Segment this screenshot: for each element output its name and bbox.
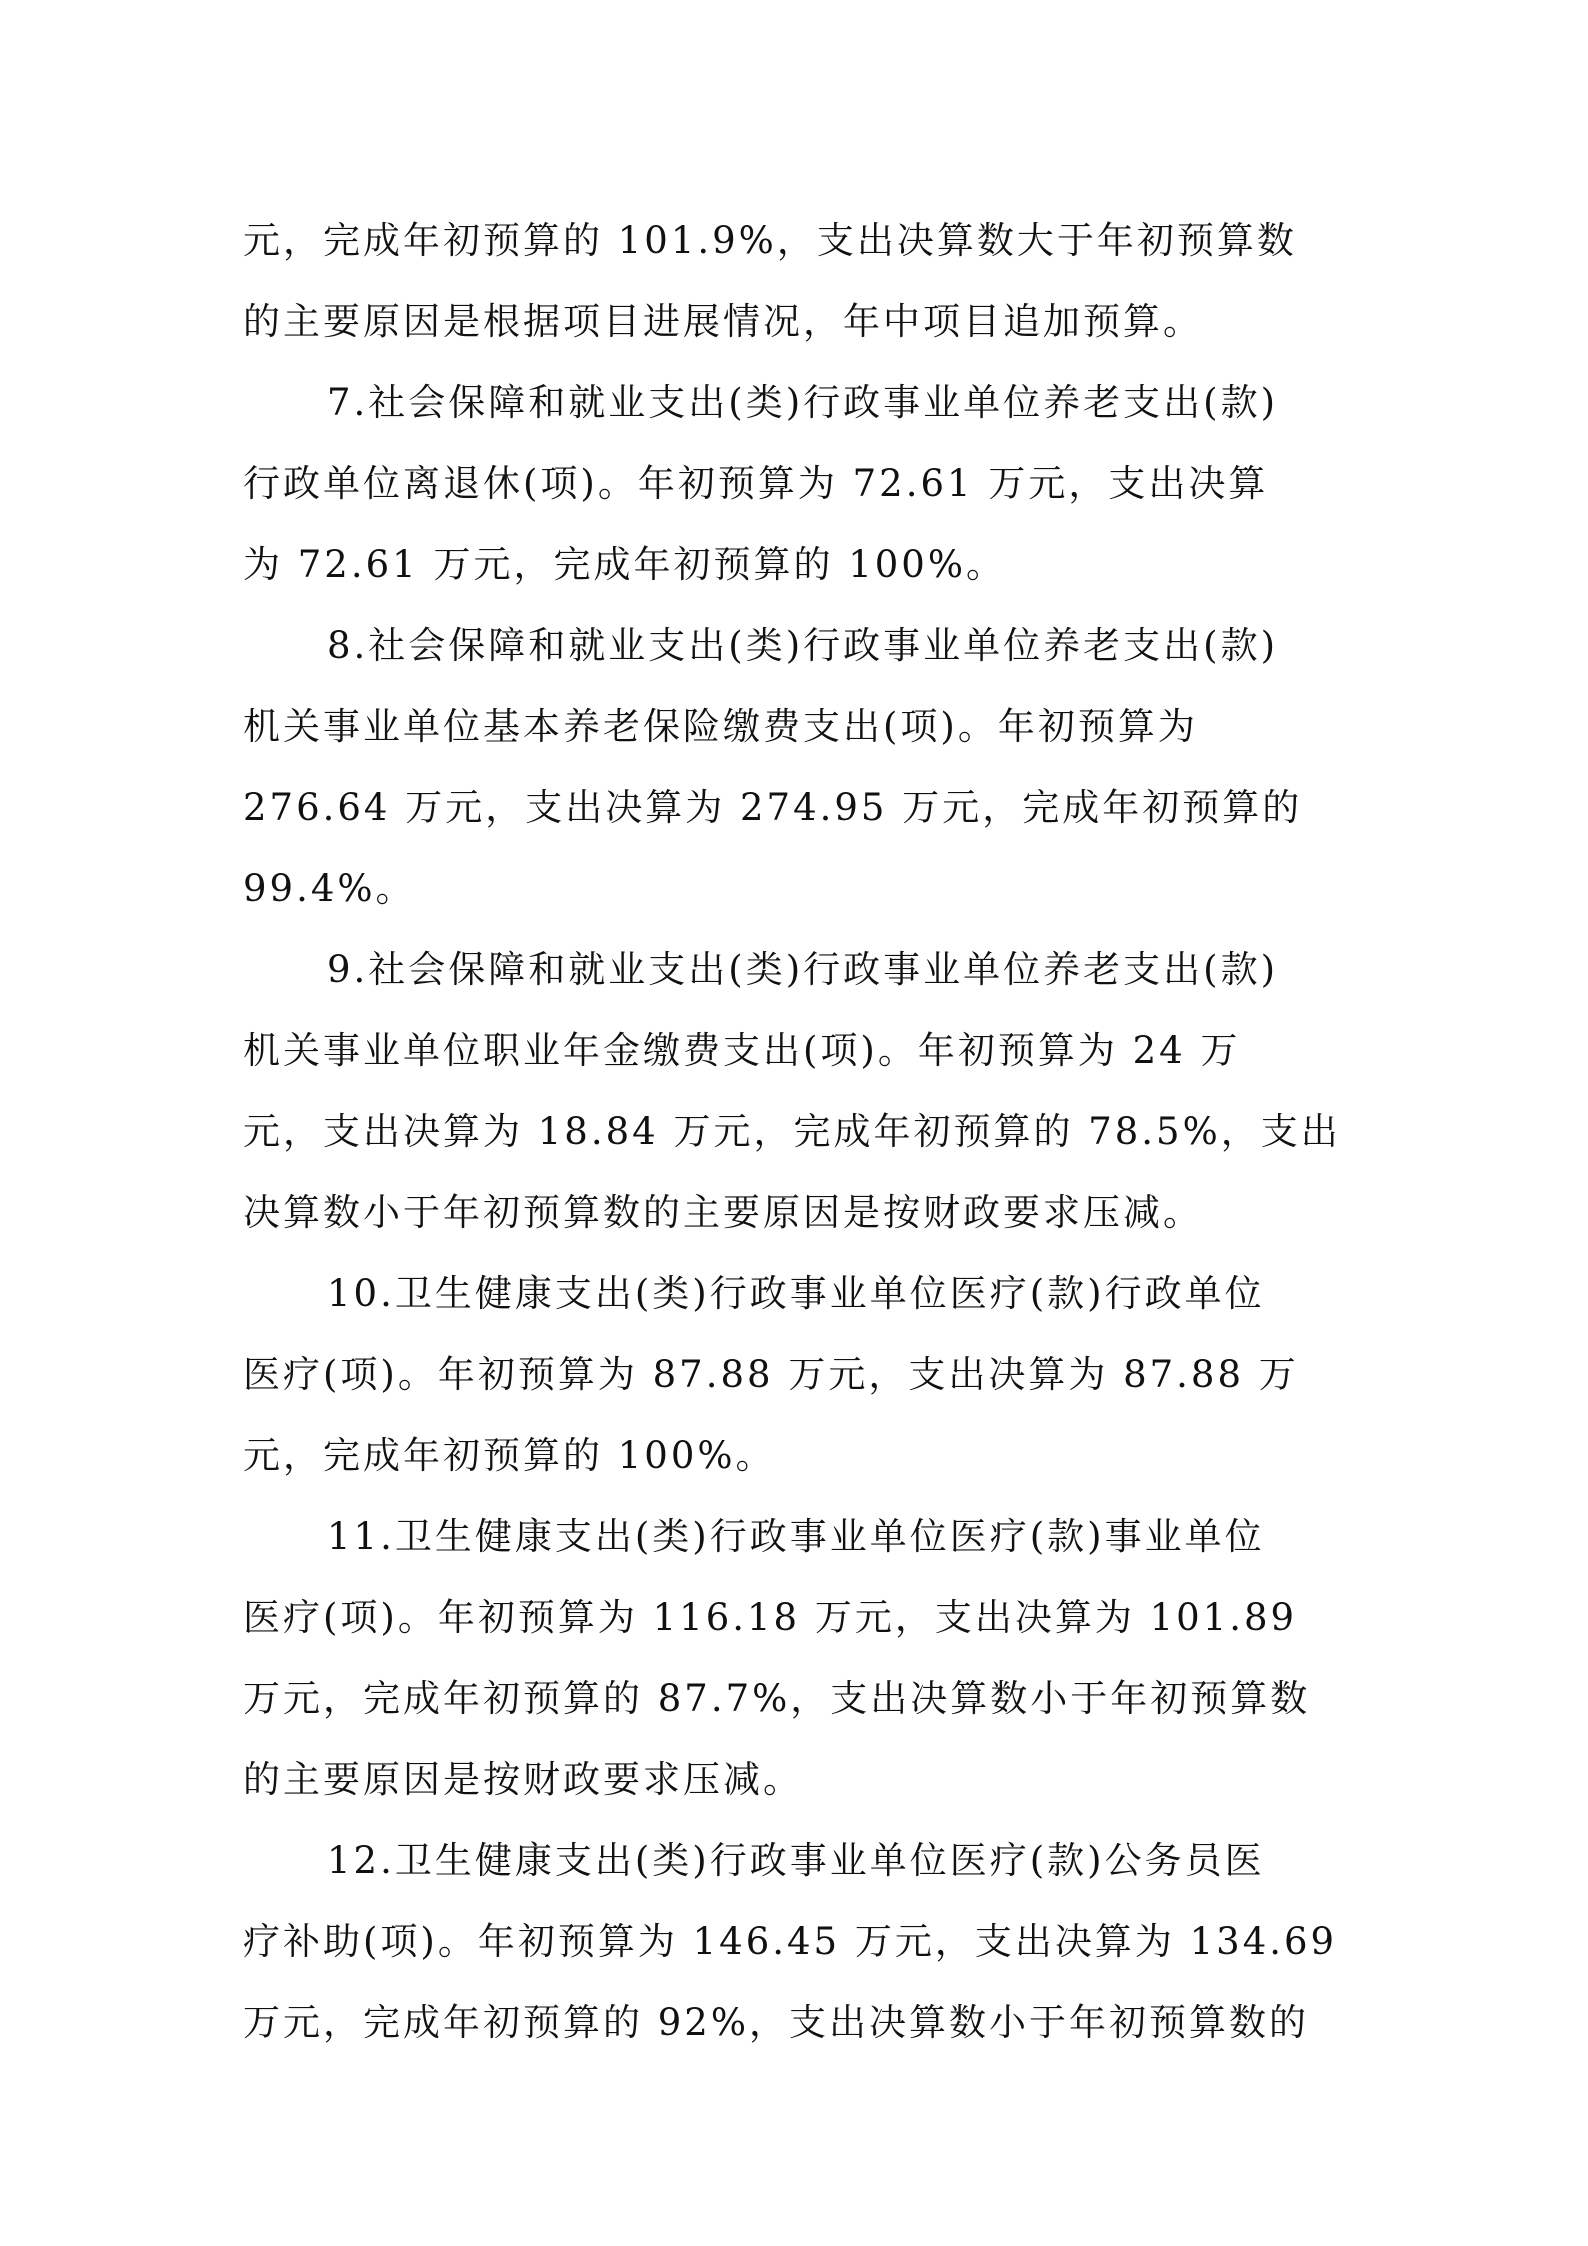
text-line: 元，完成年初预算的 101.9%，支出决算数大于年初预算数	[243, 219, 1297, 262]
paragraph-10-start: 10.卫生健康支出(类)行政事业单位医疗(款)行政单位	[327, 1272, 1265, 1315]
text-line: 医疗(项)。年初预算为 116.18 万元，支出决算为 101.89	[243, 1596, 1298, 1639]
text-line: 276.64 万元，支出决算为 274.95 万元，完成年初预算的	[243, 786, 1303, 829]
text-line: 99.4%。	[243, 867, 416, 910]
text-line: 元，支出决算为 18.84 万元，完成年初预算的 78.5%，支出	[243, 1110, 1341, 1153]
text-line: 万元，完成年初预算的 87.7%，支出决算数小于年初预算数	[243, 1677, 1311, 1720]
paragraph-9-start: 9.社会保障和就业支出(类)行政事业单位养老支出(款)	[327, 948, 1279, 991]
text-line: 行政单位离退休(项)。年初预算为 72.61 万元，支出决算	[243, 462, 1269, 505]
paragraph-8-start: 8.社会保障和就业支出(类)行政事业单位养老支出(款)	[327, 624, 1279, 667]
text-line: 疗补助(项)。年初预算为 146.45 万元，支出决算为 134.69	[243, 1920, 1338, 1963]
text-line: 元，完成年初预算的 100%。	[243, 1434, 776, 1477]
text-line: 决算数小于年初预算数的主要原因是按财政要求压减。	[243, 1191, 1203, 1234]
text-line: 机关事业单位职业年金缴费支出(项)。年初预算为 24 万	[243, 1029, 1241, 1072]
paragraph-11-start: 11.卫生健康支出(类)行政事业单位医疗(款)事业单位	[327, 1515, 1265, 1558]
text-line: 为 72.61 万元，完成年初预算的 100%。	[243, 543, 1006, 586]
text-line: 万元，完成年初预算的 92%，支出决算数小于年初预算数的	[243, 2001, 1309, 2044]
document-body	[243, 200, 1353, 2063]
text-line: 的主要原因是按财政要求压减。	[243, 1758, 803, 1801]
text-line: 的主要原因是根据项目进展情况，年中项目追加预算。	[243, 300, 1203, 343]
paragraph-7-start: 7.社会保障和就业支出(类)行政事业单位养老支出(款)	[327, 381, 1279, 424]
text-line: 机关事业单位基本养老保险缴费支出(项)。年初预算为	[243, 705, 1198, 748]
paragraph-12-start: 12.卫生健康支出(类)行政事业单位医疗(款)公务员医	[327, 1839, 1265, 1882]
text-line: 医疗(项)。年初预算为 87.88 万元，支出决算为 87.88 万	[243, 1353, 1299, 1396]
